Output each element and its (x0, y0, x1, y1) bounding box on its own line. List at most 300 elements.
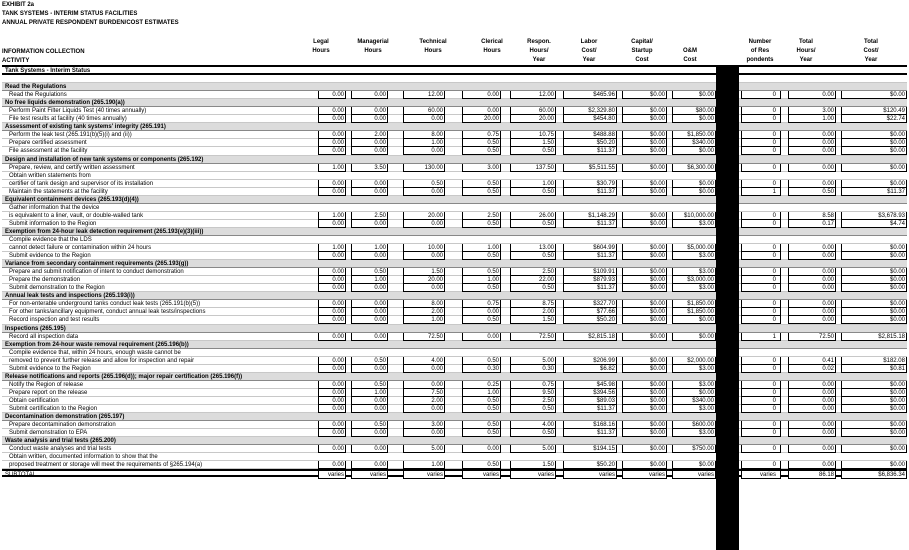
col-header-totalhours-l2: Hours/ (796, 48, 816, 54)
row-label: Submit evidence to the Region (9, 365, 91, 372)
table-row (2, 405, 907, 413)
cell-clerical: 0.00 (462, 91, 501, 99)
cell-labor: $465.96 (563, 91, 617, 99)
cell-totalhours: 0.00 (788, 445, 836, 453)
cell-om: $5,000.00 (672, 244, 716, 252)
row-label: Annual leak tests and inspections (265.193(i)) (5, 293, 135, 300)
cell-technical: 0.00 (403, 115, 445, 123)
cell-totalhours: 0.00 (788, 284, 836, 292)
cell-totalhours: 0.17 (788, 220, 836, 228)
cell-labor: $2,815.18 (563, 333, 617, 341)
cell-om: $0.00 (672, 91, 716, 99)
row-label: Compile evidence that the LDS (9, 236, 92, 243)
cell-legal: 0.00 (318, 429, 346, 437)
cell-totalcost: $0.00 (841, 147, 907, 155)
cell-labor: $11.37 (563, 188, 617, 196)
cell-om: $2,000.00 (672, 357, 716, 365)
cell-totalcost: $0.00 (841, 461, 907, 469)
table-row (2, 180, 907, 188)
cell-om: $0.00 (672, 316, 716, 324)
row-label: For other tanks/ancillary equipment, conduct annual leak tests/inspections (9, 309, 206, 316)
table-row (2, 389, 907, 397)
cell-totalhours: 86.18 (788, 471, 836, 479)
cell-legal: 0.00 (318, 461, 346, 469)
cell-clerical: 0.00 (462, 107, 501, 115)
cell-legal: 0.00 (318, 139, 346, 147)
cell-clerical: 1.00 (462, 276, 501, 284)
cell-respon: 1.50 (510, 461, 556, 469)
cell-om: $3.00 (672, 220, 716, 228)
cell-totalhours: 0.00 (788, 147, 836, 155)
cell-totalcost: $2,815.18 (841, 333, 907, 341)
row-label: Compile evidence that, within 24 hours, enough waste cannot be (9, 349, 181, 356)
cell-totalhours: 0.00 (788, 268, 836, 276)
table-row (2, 333, 907, 341)
cell-technical: 0.00 (403, 220, 445, 228)
cell-clerical: 0.50 (462, 268, 501, 276)
cell-numresp: 0 (741, 308, 781, 316)
cell-capital: varies (622, 471, 667, 479)
row-label: File assessment at the facility (9, 148, 88, 155)
cell-technical: 130.00 (403, 164, 445, 172)
row-label: File test results at facility (40 times annually) (9, 116, 127, 123)
row-label: Obtain written statements from (9, 172, 91, 179)
cell-respon: 0.50 (510, 220, 556, 228)
cell-numresp: 0 (741, 180, 781, 188)
cell-numresp: 0 (741, 300, 781, 308)
col-header-numresp-l3: pondents (746, 57, 774, 63)
cell-respon: 2.50 (510, 397, 556, 405)
document-title: TANK SYSTEMS - INTERIM STATUS FACILITIES (2, 11, 138, 17)
cell-capital: $0.00 (622, 308, 667, 316)
cell-technical: 1.00 (403, 139, 445, 147)
cell-legal: 0.00 (318, 91, 346, 99)
cell-capital: $0.00 (622, 397, 667, 405)
cell-totalhours: 8.58 (788, 212, 836, 220)
cell-respon: 0.50 (510, 252, 556, 260)
cell-om: $3.00 (672, 429, 716, 437)
table-row (2, 276, 907, 284)
row-label: Record inspection and test results (9, 317, 100, 324)
cell-respon: 8.75 (510, 300, 556, 308)
cell-om: $340.00 (672, 397, 716, 405)
row-label: Conduct waste analyses and trial tests (9, 446, 112, 453)
cell-managerial: 0.00 (351, 147, 388, 155)
row-label: Prepare, review, and certify written assessment (9, 164, 135, 171)
cell-numresp: 0 (741, 91, 781, 99)
cell-totalcost: $0.81 (841, 365, 907, 373)
cell-legal: 0.00 (318, 220, 346, 228)
cell-legal: 0.00 (318, 445, 346, 453)
table-row (2, 75, 907, 83)
cell-managerial: 0.00 (351, 139, 388, 147)
table-row (2, 429, 907, 437)
cell-capital: $0.00 (622, 381, 667, 389)
document-subtitle: ANNUAL PRIVATE RESPONDENT BURDEN/COST ESTIMATES (2, 20, 179, 26)
cell-clerical: 0.50 (462, 357, 501, 365)
cell-labor: $11.37 (563, 429, 617, 437)
cell-clerical: 0.50 (462, 397, 501, 405)
cell-totalhours: 0.00 (788, 381, 836, 389)
cell-numresp: 0 (741, 107, 781, 115)
cell-technical: 0.00 (403, 405, 445, 413)
cell-totalcost: $3,678.93 (841, 212, 907, 220)
cell-om: varies (672, 471, 716, 479)
row-label: Obtain certification (9, 397, 59, 404)
cell-totalhours: 0.00 (788, 316, 836, 324)
cell-totalcost: $0.00 (841, 252, 907, 260)
table-row (2, 67, 907, 75)
cell-legal: 0.00 (318, 300, 346, 308)
cell-totalcost: $11.37 (841, 188, 907, 196)
cell-respon: 0.50 (510, 188, 556, 196)
section-row (2, 83, 907, 91)
row-label: Tank Systems - Interim Status (5, 68, 91, 74)
row-label: Read the Regulations (5, 84, 67, 91)
cell-legal: varies (318, 471, 346, 479)
cell-totalcost: $6,836.34 (841, 471, 907, 479)
section-row (2, 99, 907, 107)
row-label: Submit demonstration to EPA (9, 430, 88, 437)
cell-labor: $50.20 (563, 316, 617, 324)
cell-labor: $1,148.29 (563, 212, 617, 220)
table-row (2, 244, 907, 252)
section-row (2, 260, 907, 268)
cell-managerial: 0.00 (351, 220, 388, 228)
cell-managerial: 0.00 (351, 397, 388, 405)
row-label: Release notifications and reports (265.196(d)); major repair certification (265.196(f)) (5, 373, 243, 380)
cell-technical: 0.00 (403, 429, 445, 437)
cell-totalcost: $0.00 (841, 268, 907, 276)
cell-totalcost: $0.00 (841, 308, 907, 316)
cell-labor: $604.99 (563, 244, 617, 252)
cell-labor: $11.37 (563, 147, 617, 155)
cell-totalhours: 0.00 (788, 397, 836, 405)
cell-technical: 0.50 (403, 180, 445, 188)
cell-clerical: 0.50 (462, 147, 501, 155)
cell-managerial: 0.50 (351, 268, 388, 276)
cell-om: $0.00 (672, 180, 716, 188)
cell-numresp: 0 (741, 381, 781, 389)
cell-clerical: 0.50 (462, 284, 501, 292)
cell-technical: 0.00 (403, 284, 445, 292)
col-header-capital-l2: Startup (631, 48, 653, 54)
cell-managerial: 0.00 (351, 188, 388, 196)
table-row (2, 220, 907, 228)
cell-labor: $11.37 (563, 405, 617, 413)
row-label: Prepare certified assessment (9, 140, 87, 147)
table-row (2, 107, 907, 115)
cell-managerial: varies (351, 471, 388, 479)
cell-legal: 1.00 (318, 212, 346, 220)
cell-labor: $11.37 (563, 220, 617, 228)
cell-clerical: 0.50 (462, 188, 501, 196)
cell-numresp: 0 (741, 252, 781, 260)
cell-numresp: 0 (741, 284, 781, 292)
row-label: Exemption from 24-hour leak detection requirement (265.193(e)(3)(iii)) (5, 228, 204, 235)
cell-technical: 5.00 (403, 445, 445, 453)
cell-totalcost: $0.00 (841, 316, 907, 324)
col-header-labor-l2: Cost/ (581, 48, 597, 54)
cell-om: $6,300.00 (672, 164, 716, 172)
row-label: Inspections (265.195) (5, 325, 66, 332)
cell-labor: $194.15 (563, 445, 617, 453)
table-row (2, 164, 907, 172)
cell-numresp: 0 (741, 316, 781, 324)
table-row (2, 365, 907, 373)
table-row (2, 268, 907, 276)
cell-labor: $2,329.80 (563, 107, 617, 115)
col-header-respon-l2: Hours/ (529, 48, 549, 54)
cell-totalcost: $0.00 (841, 421, 907, 429)
cell-totalhours: 0.00 (788, 276, 836, 284)
cell-labor: $488.88 (563, 131, 617, 139)
section-row (2, 292, 907, 300)
cell-managerial: 0.00 (351, 333, 388, 341)
cell-respon: 0.50 (510, 405, 556, 413)
row-label: Submit demonstration to the Region (9, 285, 105, 292)
cell-respon: 1.00 (510, 180, 556, 188)
cell-technical: 2.00 (403, 308, 445, 316)
cell-managerial: 0.00 (351, 445, 388, 453)
cell-technical: 2.00 (403, 397, 445, 405)
cell-om: $10,000.00 (672, 212, 716, 220)
cell-clerical: 0.50 (462, 220, 501, 228)
cell-managerial: 1.00 (351, 389, 388, 397)
cell-technical: 4.00 (403, 357, 445, 365)
table-row (2, 188, 907, 196)
cell-capital: $0.00 (622, 357, 667, 365)
cell-clerical: 0.50 (462, 461, 501, 469)
cell-respon: 12.00 (510, 91, 556, 99)
cell-labor: $77.66 (563, 308, 617, 316)
table-row (2, 357, 907, 365)
cell-managerial: 0.00 (351, 115, 388, 123)
cell-technical: 0.00 (403, 381, 445, 389)
col-header-managerial-l2: Hours (364, 48, 382, 54)
cell-capital: $0.00 (622, 164, 667, 172)
cell-totalcost: $0.00 (841, 429, 907, 437)
cell-clerical: 0.00 (462, 308, 501, 316)
col-header-respon-l3: Year (532, 57, 546, 63)
cell-numresp: 0 (741, 445, 781, 453)
cell-managerial: 3.50 (351, 164, 388, 172)
cell-totalhours: 0.00 (788, 421, 836, 429)
cell-respon: 9.50 (510, 389, 556, 397)
col-header-legal-l1: Legal (313, 39, 329, 45)
cell-legal: 0.00 (318, 268, 346, 276)
cell-labor: $206.99 (563, 357, 617, 365)
table-row (2, 397, 907, 405)
table-row (2, 115, 907, 123)
cell-capital: $0.00 (622, 284, 667, 292)
row-label: Exemption from 24-hour waste removal requirement (265.196(b)) (5, 341, 189, 348)
cell-managerial: 0.00 (351, 107, 388, 115)
col-header-technical-l1: Technical (419, 39, 447, 45)
cell-totalcost: $0.00 (841, 180, 907, 188)
row-label: Gather information that the device (9, 204, 100, 211)
cell-managerial: 1.00 (351, 244, 388, 252)
cell-legal: 0.00 (318, 147, 346, 155)
table-row (2, 236, 907, 244)
cell-respon: 20.00 (510, 115, 556, 123)
cell-technical: 0.00 (403, 188, 445, 196)
cell-numresp: 0 (741, 357, 781, 365)
section-row (2, 156, 907, 164)
cell-respon: 5.00 (510, 357, 556, 365)
column-separator-bar (716, 67, 739, 550)
cell-om: $0.00 (672, 188, 716, 196)
section-row (2, 325, 907, 333)
cell-capital: $0.00 (622, 421, 667, 429)
cell-numresp: 0 (741, 131, 781, 139)
cell-capital: $0.00 (622, 131, 667, 139)
cell-technical: 60.00 (403, 107, 445, 115)
cell-respon: 60.00 (510, 107, 556, 115)
col-header-managerial-l1: Managerial (357, 39, 389, 45)
cell-technical: 0.00 (403, 147, 445, 155)
cell-numresp: 0 (741, 365, 781, 373)
cell-capital: $0.00 (622, 445, 667, 453)
cell-respon: 137.50 (510, 164, 556, 172)
cell-legal: 0.00 (318, 357, 346, 365)
activity-header-line2: ACTIVITY (2, 58, 30, 64)
cell-numresp: 0 (741, 115, 781, 123)
cell-capital: $0.00 (622, 91, 667, 99)
table-row (2, 212, 907, 220)
cell-capital: $0.00 (622, 147, 667, 155)
cell-technical: 20.00 (403, 212, 445, 220)
cell-totalhours: 0.00 (788, 308, 836, 316)
cell-capital: $0.00 (622, 300, 667, 308)
cell-respon: 4.00 (510, 421, 556, 429)
cell-capital: $0.00 (622, 188, 667, 196)
cell-totalhours: 3.00 (788, 107, 836, 115)
cell-numresp: 0 (741, 244, 781, 252)
cell-om: $3.00 (672, 268, 716, 276)
col-header-totalhours-l1: Total (799, 39, 813, 45)
cell-om: $1,850.00 (672, 131, 716, 139)
data-table (2, 67, 907, 477)
section-row (2, 437, 907, 445)
table-row (2, 300, 907, 308)
cell-totalcost: $0.00 (841, 131, 907, 139)
cell-capital: $0.00 (622, 252, 667, 260)
row-label: Perform the leak test (265.191(b)(5)(i) and (ii)) (9, 132, 132, 139)
cell-managerial: 0.50 (351, 421, 388, 429)
cell-numresp: 0 (741, 389, 781, 397)
cell-labor: $879.93 (563, 276, 617, 284)
cell-respon: 10.75 (510, 131, 556, 139)
table-row (2, 147, 907, 155)
col-header-numresp-l1: Number (748, 39, 772, 45)
cell-clerical: 0.30 (462, 365, 501, 373)
cell-respon: 0.50 (510, 147, 556, 155)
exhibit-label: EXHIBIT 2a (2, 2, 35, 8)
cell-om: $3.00 (672, 284, 716, 292)
cell-capital: $0.00 (622, 115, 667, 123)
cell-managerial: 0.00 (351, 91, 388, 99)
cell-legal: 0.00 (318, 381, 346, 389)
cell-legal: 0.00 (318, 421, 346, 429)
cell-totalhours: 0.00 (788, 164, 836, 172)
cell-om: $0.00 (672, 115, 716, 123)
section-row (2, 196, 907, 204)
row-label: Prepare and submit notification of intent to conduct demonstration (9, 269, 184, 276)
cell-om: $340.00 (672, 139, 716, 147)
cell-numresp: 0 (741, 397, 781, 405)
cell-totalcost: $0.00 (841, 244, 907, 252)
cell-totalhours: 0.00 (788, 389, 836, 397)
cell-respon: 1.50 (510, 139, 556, 147)
col-header-labor-l1: Labor (580, 39, 598, 45)
cell-technical: 0.00 (403, 252, 445, 260)
cell-capital: $0.00 (622, 389, 667, 397)
col-header-capital-l3: Cost (635, 57, 649, 63)
cell-labor: $11.37 (563, 284, 617, 292)
cell-totalcost: $0.00 (841, 389, 907, 397)
cell-legal: 0.00 (318, 252, 346, 260)
cell-capital: $0.00 (622, 429, 667, 437)
cell-capital: $0.00 (622, 244, 667, 252)
cell-managerial: 0.00 (351, 365, 388, 373)
cell-respon: 1.50 (510, 316, 556, 324)
row-label: Read the Regulations (9, 92, 67, 99)
cell-totalhours: 0.00 (788, 405, 836, 413)
row-label: proposed treatment or storage will meet the requirements of §265.194(a) (9, 462, 203, 469)
row-label: Equivalent containment devices (265.193(d)(4)) (5, 196, 139, 203)
cell-clerical: 0.50 (462, 429, 501, 437)
cell-legal: 0.00 (318, 131, 346, 139)
section-row (2, 123, 907, 131)
cell-totalhours: 1.00 (788, 115, 836, 123)
cell-numresp: varies (741, 471, 781, 479)
cell-technical: 0.00 (403, 365, 445, 373)
col-header-om-l2: O&M (683, 48, 697, 54)
cell-totalcost: $182.08 (841, 357, 907, 365)
cell-legal: 0.00 (318, 365, 346, 373)
cell-legal: 0.00 (318, 115, 346, 123)
cell-totalhours: 72.50 (788, 333, 836, 341)
cell-labor: $50.20 (563, 139, 617, 147)
cell-capital: $0.00 (622, 316, 667, 324)
cell-totalcost: $0.00 (841, 276, 907, 284)
row-label: is equivalent to a liner, vault, or double-walled tank (9, 212, 144, 219)
cell-totalhours: 0.00 (788, 131, 836, 139)
cell-capital: $0.00 (622, 405, 667, 413)
cell-respon: 22.00 (510, 276, 556, 284)
cell-numresp: 0 (741, 461, 781, 469)
cell-totalcost: $0.00 (841, 397, 907, 405)
cell-technical: 1.50 (403, 268, 445, 276)
table-row (2, 139, 907, 147)
cell-capital: $0.00 (622, 461, 667, 469)
cell-numresp: 0 (741, 405, 781, 413)
col-header-numresp-l2: of Res (750, 48, 770, 54)
cell-technical: 1.00 (403, 316, 445, 324)
cell-labor: $394.56 (563, 389, 617, 397)
row-label: No free liquids demonstration (265.190(a)) (5, 100, 125, 107)
row-label: Notify the Region of release (9, 381, 84, 388)
cell-technical: 3.00 (403, 421, 445, 429)
cell-technical: 8.00 (403, 131, 445, 139)
cell-respon: 2.00 (510, 308, 556, 316)
cell-om: $0.00 (672, 461, 716, 469)
cell-om: $0.00 (672, 389, 716, 397)
cell-managerial: 0.00 (351, 308, 388, 316)
row-label: cannot detect failure or contamination within 24 hours (9, 245, 152, 252)
table-row (2, 91, 907, 99)
